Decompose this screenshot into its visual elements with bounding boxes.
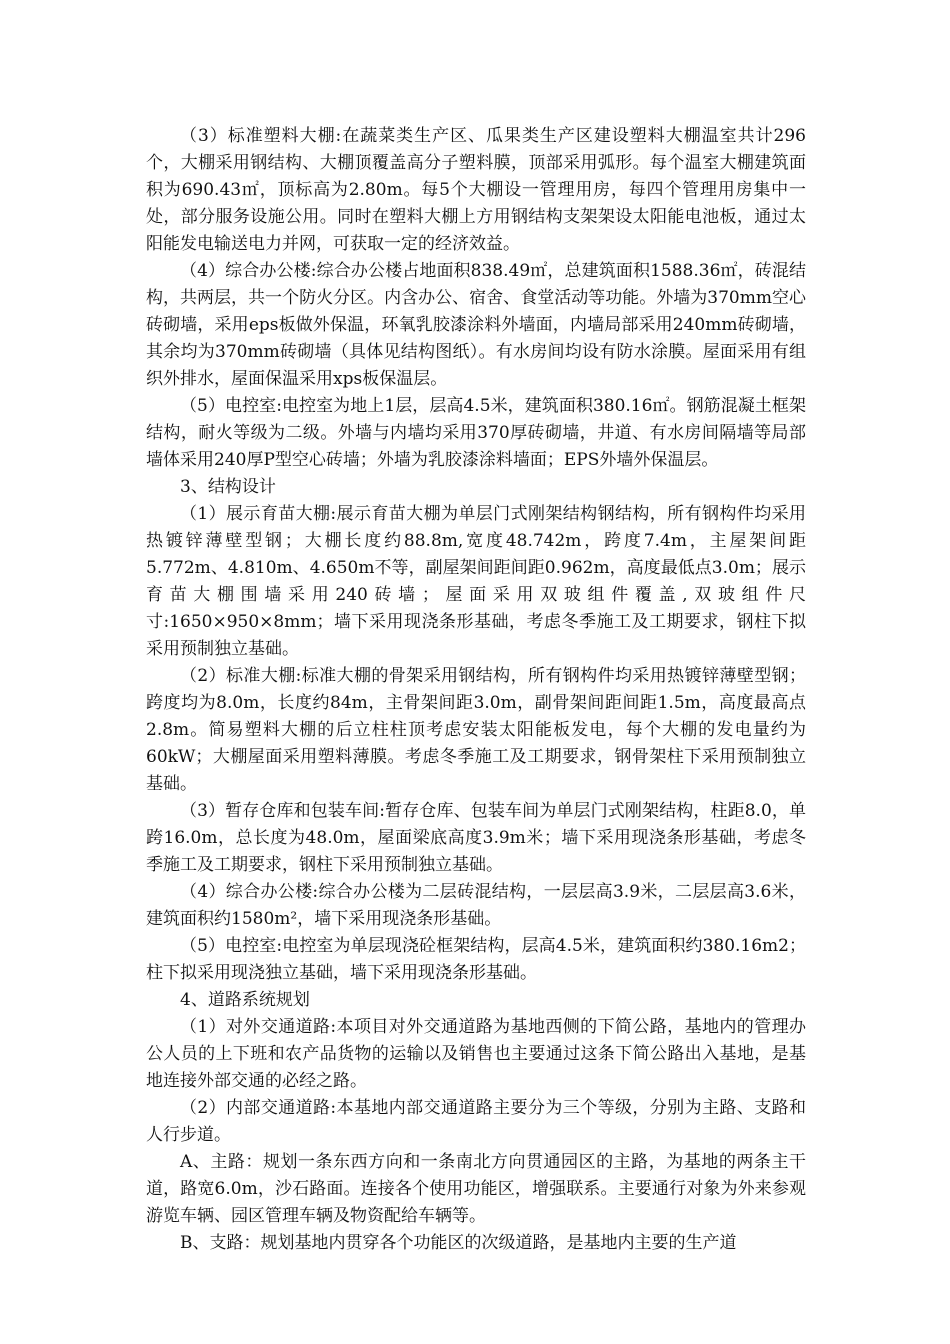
paragraph-standard-greenhouse-structure: （2）标准大棚:标准大棚的骨架采用钢结构，所有钢构件均采用热镀锌薄壁型钢；跨度均为8.0m，长度约84m，主骨架间距3.0m，副骨架间距间距1.5m，高度最高点2.8m。简易塑料大棚的后立柱柱顶考虑安装太阳能板发电，每个大棚的发电量约为60kW；大棚屋面采用塑料薄膜。考虑冬季施工及工期要求，钢骨架柱下采用预制独立基础。	[146, 666, 806, 794]
paragraph-control-room-structure: （5）电控室:电控室为单层现浇砼框架结构，层高4.5米，建筑面积约380.16m2；柱下拟采用现浇独立基础，墙下采用现浇条形基础。	[146, 936, 806, 983]
paragraph-control-room: （5）电控室:电控室为地上1层，层高4.5米，建筑面积380.16㎡。钢筋混凝土框架结构，耐火等级为二级。外墙与内墙均采用370厚砖砌墙，井道、有水房间隔墙等局部墙体采用240厚P型空心砖墙；外墙为乳胶漆涂料墙面；EPS外墙外保温层。	[146, 396, 806, 470]
document-body	[146, 123, 806, 1257]
paragraph-branch-road: B、支路：规划基地内贯穿各个功能区的次级道路，是基地内主要的生产道	[180, 1233, 737, 1253]
paragraph-seedling-greenhouse-structure: （1）展示育苗大棚:展示育苗大棚为单层门式刚架结构钢结构，所有钢构件均采用热镀锌薄壁型钢；大棚长度约88.8m,宽度48.742m，跨度7.4m，主屋架间距5.772m、4.810m、4.650m不等，副屋架间距间距0.962m，高度最低点3.0m；展示育苗大棚围墙采用240砖墙；屋面采用双玻组件覆盖,双玻组件尺寸:1650×950×8mm；墙下采用现浇条形基础，考虑冬季施工及工期要求，钢柱下拟采用预制独立基础。	[146, 504, 806, 659]
paragraph-internal-road: （2）内部交通道路:本基地内部交通道路主要分为三个等级，分别为主路、支路和人行步道。	[146, 1098, 806, 1145]
paragraph-office-structure: （4）综合办公楼:综合办公楼为二层砖混结构，一层层高3.9米，二层层高3.6米，建筑面积约1580m²，墙下采用现浇条形基础。	[146, 882, 806, 929]
paragraph-external-road: （1）对外交通道路:本项目对外交通道路为基地西侧的下简公路，基地内的管理办公人员的上下班和农产品货物的运输以及销售也主要通过这条下简公路出入基地，是基地连接外部交通的必经之路。	[146, 1017, 806, 1091]
paragraph-warehouse-structure: （3）暂存仓库和包装车间:暂存仓库、包装车间为单层门式刚架结构，柱距8.0，单跨16.0m，总长度为48.0m，屋面梁底高度3.9m米；墙下采用现浇条形基础，考虑冬季施工及工期要求，钢柱下采用预制独立基础。	[146, 801, 806, 875]
section-heading-road-system: 4、道路系统规划	[180, 990, 310, 1010]
paragraph-main-road: A、主路：规划一条东西方向和一条南北方向贯通园区的主路，为基地的两条主干道，路宽6.0m，沙石路面。连接各个使用功能区，增强联系。主要通行对象为外来参观游览车辆、园区管理车辆及物资配给车辆等。	[146, 1152, 806, 1226]
paragraph-office-building: （4）综合办公楼:综合办公楼占地面积838.49㎡，总建筑面积1588.36㎡，砖混结构，共两层，共一个防火分区。内含办公、宿舍、食堂活动等功能。外墙为370mm空心砖砌墙，采用eps板做外保温，环氧乳胶漆涂料外墙面，内墙局部采用240mm砖砌墙，其余均为370mm砖砌墙（具体见结构图纸）。有水房间均设有防水涂膜。屋面采用有组织外排水，屋面保温采用xps板保温层。	[146, 261, 806, 389]
paragraph-standard-greenhouse: （3）标准塑料大棚:在蔬菜类生产区、瓜果类生产区建设塑料大棚温室共计296个，大棚采用钢结构、大棚顶覆盖高分子塑料膜，顶部采用弧形。每个温室大棚建筑面积为690.43㎡，顶标高为2.80m。每5个大棚设一管理用房，每四个管理用房集中一处，部分服务设施公用。同时在塑料大棚上方用钢结构支架架设太阳能电池板，通过太阳能发电输送电力并网，可获取一定的经济效益。	[146, 126, 806, 254]
section-heading-structure-design: 3、结构设计	[180, 477, 276, 497]
